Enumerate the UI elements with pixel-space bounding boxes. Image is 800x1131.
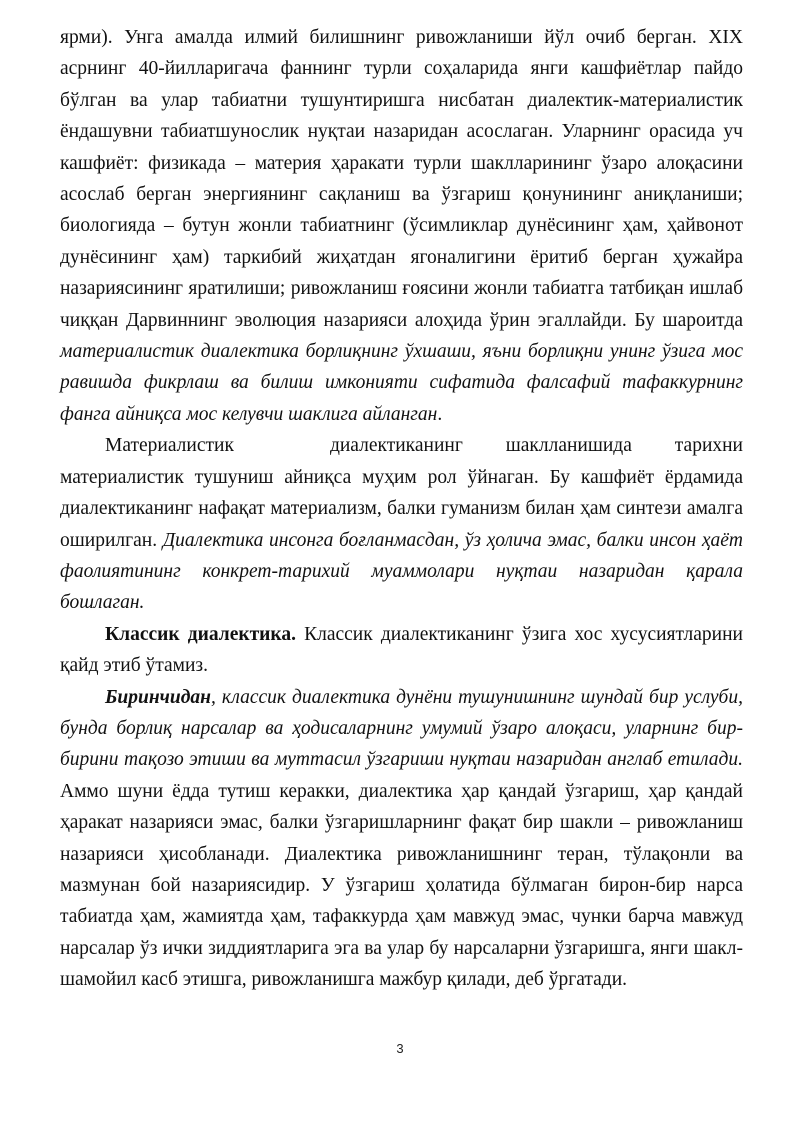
paragraph-4-italic: , классик диалектика дунёни тушунишнинг шундай бир услуби, бунда борлиқ нарсалар ва ҳодисаларнинг умумий ўзаро алоқаси, уларнинг бир-бирини тақозо этиши ва муттасил ўзгариши нуқтаи назаридан англаб етилади. xyxy=(60,686,743,771)
section-heading: Классик диалектика. xyxy=(105,623,296,645)
paragraph-1-end: . xyxy=(437,403,443,425)
document-page xyxy=(60,22,743,996)
paragraph-4 xyxy=(60,682,743,996)
page-number: 3 xyxy=(396,1041,404,1056)
paragraph-2-italic: Диалектика инсонга боғланмасдан, ўз ҳолича эмас, балки инсон ҳаёт фаолиятининг конкрет-тарихий муаммолари нуқтаи назаридан қарала бошлаган. xyxy=(60,529,743,614)
paragraph-3-text: Классик диалектиканинг ўзига хос хусусиятларини қайд этиб ўтамиз. xyxy=(60,623,743,677)
paragraph-1-italic: материалистик диалектика борлиқнинг ўхшаши, яъни борлиқни унинг ўзига мос равишда фикрлаш ва билиш имконияти сифатида фалсафий тафаккурнинг фанга айниқса мос келувчи шаклига айланган xyxy=(60,341,743,425)
paragraph-3 xyxy=(60,619,743,682)
paragraph-1 xyxy=(60,22,743,430)
paragraph-2-first-word: Материалистик xyxy=(105,435,234,457)
paragraph-1-text: ярми). Унга амалда илмий билишнинг ривожланиши йўл очиб берган. XIX асрнинг 40-йилларигача фаннинг турли соҳаларида янги кашфиётлар пайдо бўлган ва улар табиатни тушунтиришга нисбатан диалектик-материалистик ёндашувни табиатшунослик нуқтаи назаридан асослаган. Уларнинг орасида уч кашфиёт: физикада – материя ҳаракати турли шаклларининг ўзаро алоқасини асослаб берган энергиянинг сақланиш ва ўзгариш қонунининг аниқланиши; биологияда – бутун жонли табиатнинг (ўсимликлар дунёсининг ҳам, ҳайвонот дунёсининг ҳам) таркибий жиҳатдан ягоналигини ёритиб берган ҳужайра назариясининг яратилиши; ривожланиш ғоясини жонли табиатга татбиқан ишлаб чиққан Дарвиннинг эволюция назарияси алоҳида ўрин эгаллайди. Бу шароитда xyxy=(60,27,743,331)
paragraph-2 xyxy=(60,430,743,618)
paragraph-4-text: Аммо шуни ёдда тутиш керакки, диалектика ҳар қандай ўзгариш, ҳар қандай ҳаракат назарияси эмас, балки ўзгаришларнинг фақат бир шакли – ривожланиш назарияси ҳисобланади. Диалектика ривожланишнинг теран, тўлақонли ва мазмунан бой назариясидир. У ўзгариш ҳолатида бўлмаган бирон-бир нарса табиатда ҳам, жамиятда ҳам, тафаккурда ҳам мавжуд эмас, чунки барча мавжуд нарсалар ўз ички зиддиятларига эга ва улар бу нарсаларни ўзгаришга, янги шакл-шамойил касб этишга, ривожланишга мажбур қилади, деб ўргатади. xyxy=(60,780,743,991)
paragraph-4-lead: Биринчидан xyxy=(105,686,211,708)
paragraph-2-text: диалектиканинг шаклланишида тарихни материалистик тушуниш айниқса муҳим рол ўйнаган. Бу кашфиёт ёрдамида диалектиканинг нафақат материализм, балки гуманизм билан ҳам синтези амалга оширилган. xyxy=(60,435,743,551)
